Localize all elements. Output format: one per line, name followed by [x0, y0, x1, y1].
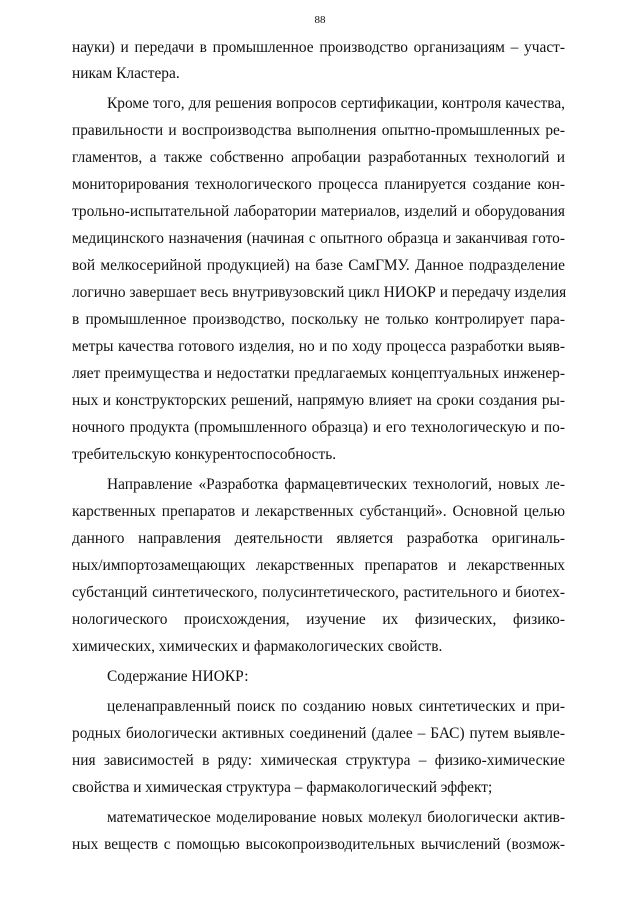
text-line: в промышленное производство, поскольку не только контролирует пара- — [72, 311, 565, 328]
text-line: ночного продукта (промышленного образца) и его технологическую и по- — [72, 419, 565, 436]
text-line: Содержание НИОКР: — [107, 668, 249, 685]
text-line: ных/импортозамещающих лекарственных препаратов и лекарственных — [72, 557, 565, 574]
text-line: нологического происхождения, изучение их физических, физико- — [72, 611, 565, 628]
text-line: Направление «Разработка фармацевтических технологий, новых ле- — [107, 476, 565, 493]
text-line: науки) и передачи в промышленное производство организациям – участ- — [72, 39, 565, 56]
text-line: требительскую конкурентоспособность. — [72, 446, 337, 463]
text-line: вой мелкосерийной продукцией) на базе СамГМУ. Данное подразделение — [72, 257, 565, 274]
text-line: ния зависимостей в ряду: химическая структура – физико-химические — [72, 752, 565, 769]
text-line: правильности и воспроизводства выполнения опытно-промышленных ре- — [72, 122, 565, 139]
text-line: данного направления деятельности является разработка оригиналь- — [72, 530, 565, 547]
text-line: математическое моделирование новых молекул биологически актив- — [107, 809, 565, 826]
text-line: родных биологически активных соединений (далее – БАС) путем выявле- — [72, 725, 565, 742]
page-number: 88 — [314, 14, 326, 26]
text-line: субстанций синтетического, полусинтетического, растительного и биотех- — [72, 584, 565, 601]
text-line: свойства и химическая структура – фармакологический эффект; — [72, 779, 493, 796]
text-line: трольно-испытательной лаборатории материалов, изделий и оборудования — [72, 203, 565, 220]
text-line: целенаправленный поиск по созданию новых синтетических и при- — [107, 698, 565, 715]
text-line: никам Кластера. — [72, 65, 180, 82]
text-line: метры качества готового изделия, но и по ходу процесса разработки выяв- — [72, 338, 565, 355]
text-line: гламентов, а также собственно апробации разработанных технологий и — [72, 149, 565, 166]
text-line: химических, химических и фармакологических свойств. — [72, 638, 443, 655]
text-line: логично завершает весь внутривузовский цикл НИОКР и передачу изделия — [72, 284, 567, 301]
text-line: медицинского назначения (начиная с опытного образца и заканчивая гото- — [72, 230, 565, 247]
text-line: ляет преимущества и недостатки предлагаемых концептуальных инженер- — [72, 365, 565, 382]
text-line: Кроме того, для решения вопросов сертификации, контроля качества, — [107, 95, 565, 112]
text-line: ных веществ с помощью высокопроизводительных вычислений (возмож- — [72, 836, 565, 853]
text-line: карственных препаратов и лекарственных субстанций». Основной целью — [72, 503, 565, 520]
text-line: мониторирования технологического процесса планируется создание кон- — [72, 176, 565, 193]
text-line: ных и конструкторских решений, напрямую влияет на сроки создания ры- — [72, 392, 565, 409]
